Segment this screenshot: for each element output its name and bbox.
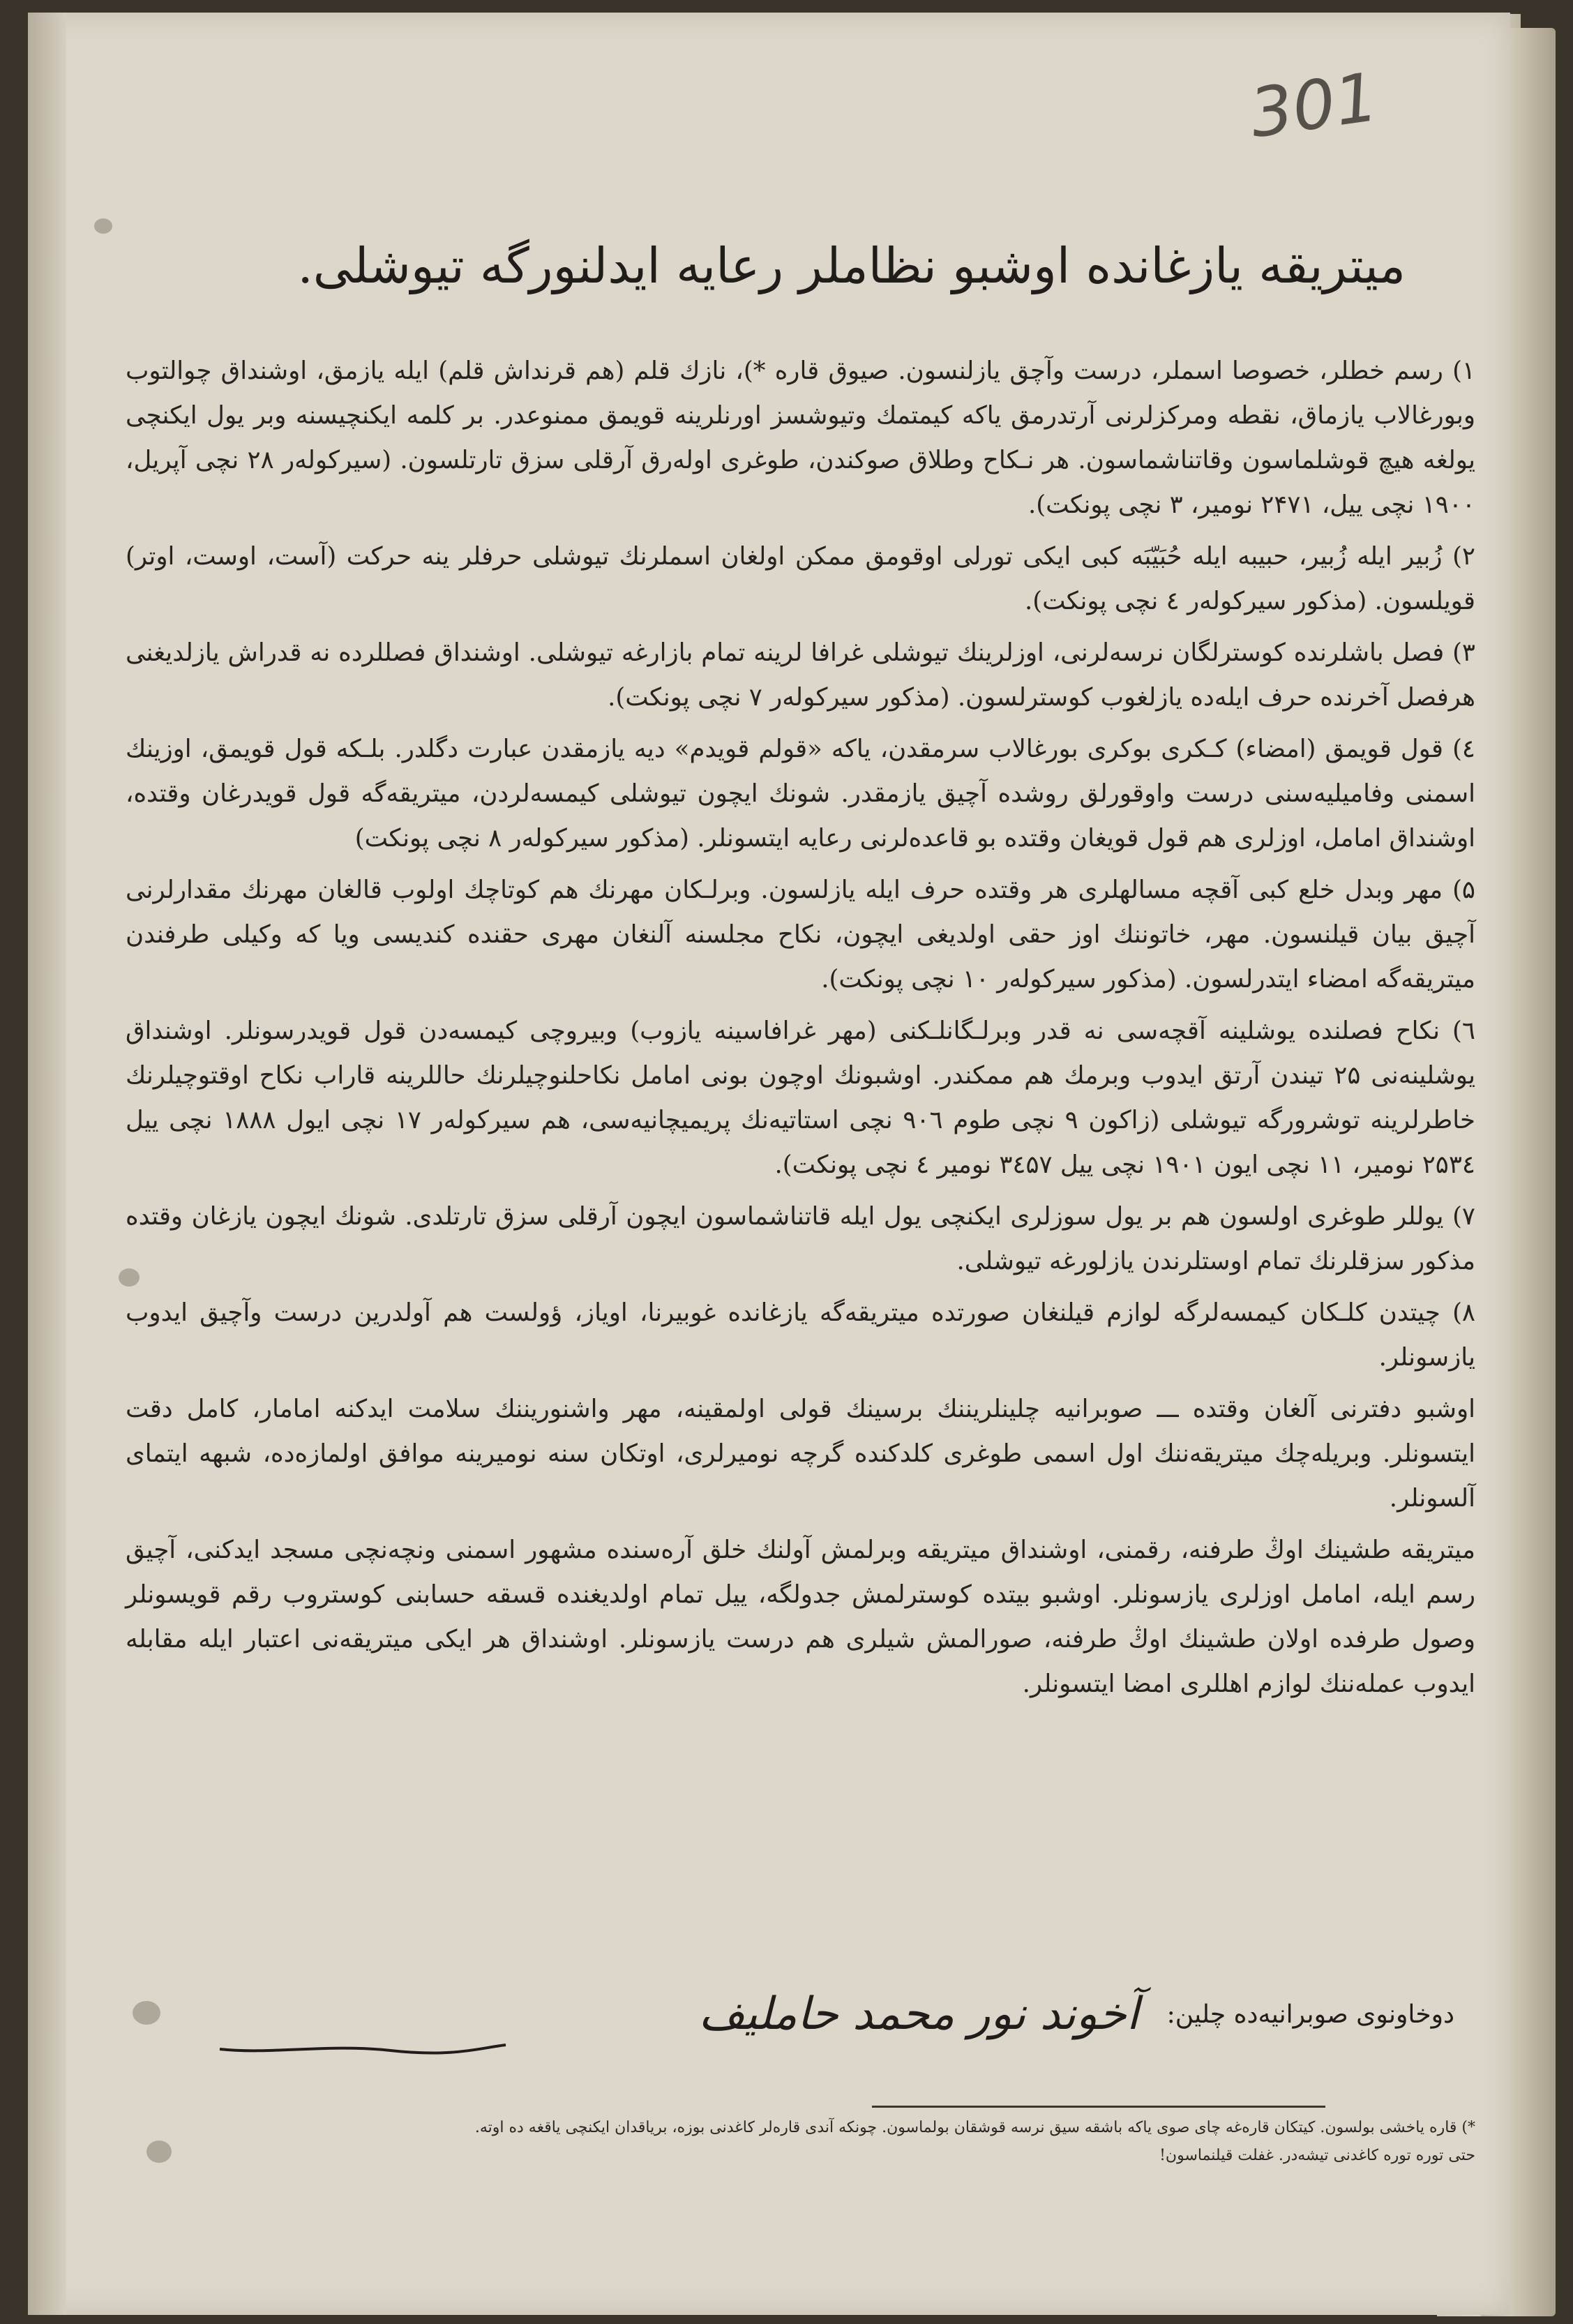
paragraph-7: ۷) یوللر طوغری اولسون هم بر یول سوزلری ایکنچی یول ایله قاتناشماسون ایچون آرقلی سزق تارتلدی. شونك ایچون یازغان وقتده مذکور سزقلرنك تمام اوستلرندن یازلورغه تیوشلی. — [126, 1202, 1475, 1275]
document-body — [126, 349, 1475, 1714]
paragraph-5: ۵) مهر وبدل خلع کبی آقچه مسالهلری هر وقتده حرف ایله یازلسون. وبرلـکان مهرنك هم کوتاچك اولوب قالغان مهرنك مقدارلرنی آچیق بیان قیلنسون. مهر، خاتوننك اوز حقی اولدیغی ایچون، نکاح مجلسنه آلنغان مهری حقنده کندیسی ویا که وکیلی طرفندن میتریقەگه امضاء ایتدرلسون. (مذکور سیرکولەر ۱۰ نچی پونکت). — [126, 876, 1475, 994]
page-title: میتریقه یازغانده اوشبو نظاملر رعایه ایدلنورگه تیوشلی. — [297, 237, 1406, 294]
paragraph-6: ٦) نکاح فصلنده یوشلینه آقچەسی نه قدر وبرلـگانلـکنی (مهر غرافاسینه یازوب) وبیروچی کیمسەدن قول قویدرسونلر. اوشنداق یوشلینەنی ۲۵ تیندن آرتق ایدوب وبرمك هم ممکندر. اوشبونك اوچون بونی امامل نکاحلنوچیلرنك حاللرینه قاراب نکاح اوقتوچیلرنك خاطرلرینه توشرورگه تیوشلی (زاکون ۹ نچی طوم ۹۰٦ نچی استاتیەنك پریمیچانیەسی، هم سیرکولەر ۱۷ نچی ایول ۱۸۸۸ نچی ییل ۲۵۳٤ نومیر، ۱۱ نچی ایون ۱۹۰۱ نچی ییل ۳٤۵۷ نومیر ٤ نچی پونکت). — [126, 1017, 1475, 1179]
page-number: 301 — [1244, 57, 1383, 153]
paragraph-2: ۲) زُبیر ایله زُبیر، حبیبه ایله حُبَیّبَه کبی ایکی تورلی اوقومق ممکن اولغان اسملرنك تیوشلی حرفلر ینه حرکت (آست، اوست، اوتر) قویلسون. (مذکور سیرکولەر ٤ نچی پونکت). — [126, 542, 1475, 615]
paragraph-notice: اوشبو دفترنی آلغان وقتده ـــ صوبرانیه چلینلریننك برسینك قولی اولمقینه، مهر واشنوریننك سلامت ایدکنه امامار، کامل دقت ایتسونلر. وبریلەچك میتریقەننك اول اسمی طوغری کلدکنده گرچه نومیرلری، اوتکان سنه نومیرینه موافق اولمازەده، شبهه ایتمای آلسونلر. — [126, 1395, 1475, 1513]
footnote — [119, 2114, 1475, 2170]
paragraph-4: ٤) قول قویمق (امضاء) کـکری بوکری بورغالاب سرمقدن، یاکه «قولم قویدم» دیه یازمقدن عبارت دگلدر. بلـکه قول قویمق، اوزینك اسمنی وفامیلیەسنی درست واوقورلق روشده آچیق یازمقدر. شونك ایچون تیوشلی کیمسەلردن، میتریقەگه قول قویدرغان وقتده، اوشنداق امامل، اوزلری هم قول قویغان وقتده بو قاعدەلرنی رعایه ایتسونلر. (مذکور سیرکولەر ۸ نچی پونکت) — [126, 735, 1475, 853]
ink-spot — [94, 218, 112, 234]
paragraph-instructions: میتریقه طشینك اوڭ طرفنه، رقمنی، اوشنداق میتریقه وبرلمش آولنك خلق آرەسنده مشهور اسمنی ونچەنچی مسجد ایدکنی، آچیق رسم ایله، امامل اوزلری یازسونلر. اوشبو بیتده کوسترلمش جدولگه، ییل تمام اولدیغنده قسقه حسابنی کوستروب رقم قویسونلر وصول طرفدە اولان طشینك اوڭ طرفنه، صورالمش شیلری هم درست یازسونلر. اوشنداق هر ایکی میتریقەنی اعتبار ایله مقابله ایدوب عملەننك لوازم اهللری امضا ایتسونلر. — [126, 1536, 1475, 1698]
signature-label: دوخاونوی صوبرانیەده چلین: — [1166, 2000, 1454, 2029]
signature-flourish — [216, 2034, 509, 2062]
footnote-line-2: حتی توره توره کاغدنی تیشەدر. غفلت قیلنماسون! — [1159, 2147, 1475, 2164]
paragraph-1: ۱) رسم خطلر، خصوصا اسملر، درست وآچق یازلنسون. صیوق قاره *)، نازك قلم (هم قرنداش قلم) ایله یازمق، اوشنداق چوالتوب وبورغالاب یازماق، نقطه ومرکزلرنی آرتدرمق یاکه کیمتمك وتیوشسز اورنلرینه قویمق ممنوعدر. بر کلمه ایکنچیسنه وبر یول ایکنچی یولغه هیچ قوشلماسون وقاتناشماسون. هر نـکاح وطلاق صوکندن، طوغری اولەرق آرقلی سزق تارتلسون. (سیرکولەر ۲۸ نچی آپریل، ۱۹۰۰ نچی ییل، ۲۴۷۱ نومیر، ۳ نچی پونکت). — [126, 357, 1475, 519]
binding-spine — [28, 13, 66, 2315]
ink-spot — [133, 2001, 160, 2025]
signature-name: آخوند نور محمد حاملیف — [698, 1988, 1139, 2040]
signature-block — [209, 1988, 1454, 2040]
paragraph-3: ۳) فصل باشلرنده کوسترلگان نرسەلرنی، اوزلرینك تیوشلی غرافا لرینه تمام بازارغه تیوشلی. اوشنداق فصللرده نه قدراش یازلدیغنی هرفصل آخرنده حرف ایلەده یازلغوب کوسترلسون. (مذکور سیرکولەر ۷ نچی پونکت). — [126, 638, 1475, 712]
footnote-rule — [872, 2106, 1325, 2108]
paragraph-8: ۸) چیتدن کلـکان کیمسەلرگه لوازم قیلنغان صورتده میتریقەگه یازغانده غوبیرنا، اویاز، ؤولست هم آولدرین درست وآچیق ایدوب یازسونلر. — [126, 1298, 1475, 1372]
footnote-line-1: *) قاره یاخشی بولسون. کیتکان قارەغه چای صوی یاکه باشقه سیق نرسه قوشقان بولماسون. چونکه آندی قارەلر کاغدنی بوزه، بریاقدان ایکنچی یاقغه ده اوته. — [474, 2119, 1475, 2136]
